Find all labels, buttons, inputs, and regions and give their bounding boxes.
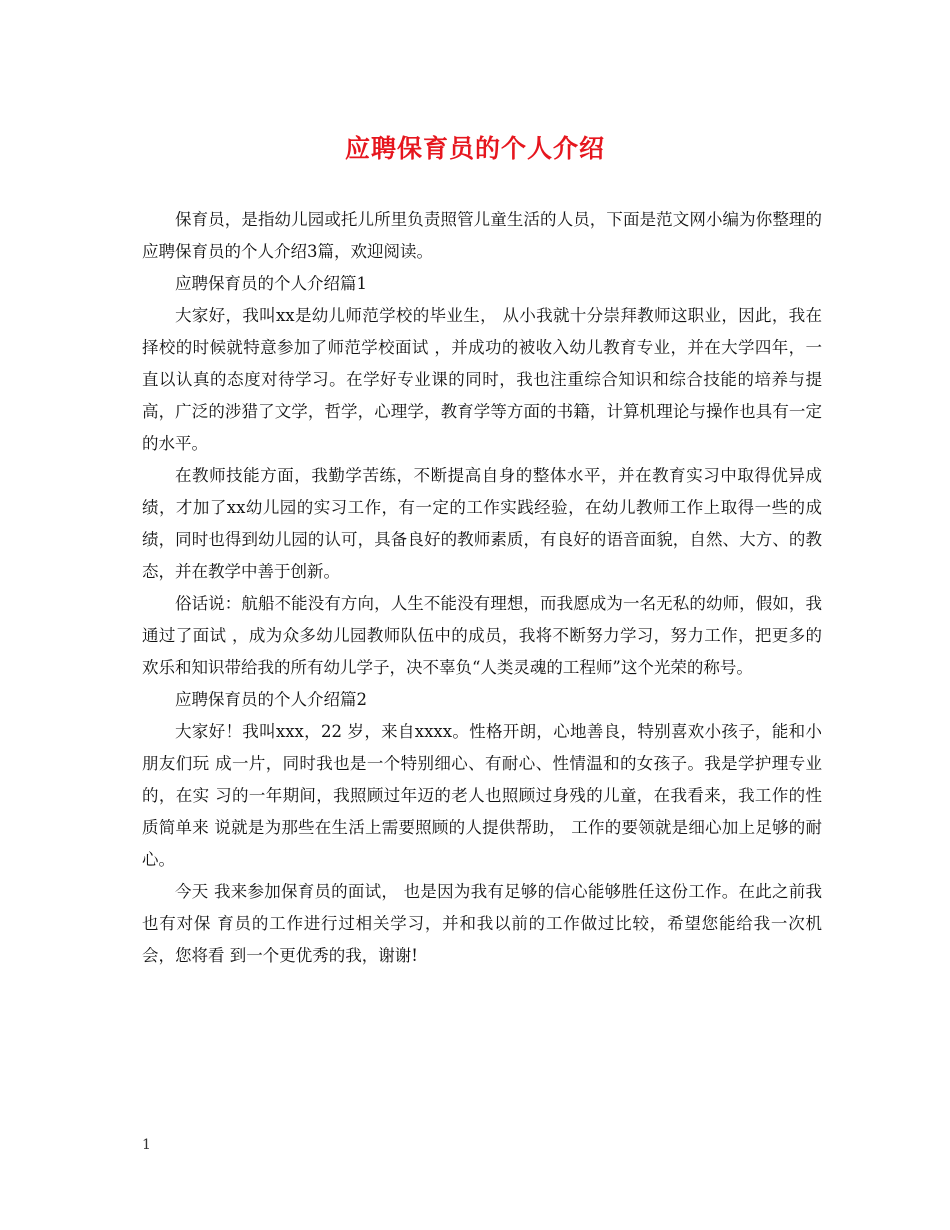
document-title: 应聘保育员的个人介绍	[344, 134, 605, 163]
paragraph-1-2: 在教师技能方面，我勤学苦练，不断提高自身的整体水平，并在教育实习中取得优异成绩，才加了xx幼儿园的实习工作，有一定的工作实践经验，在幼儿教师工作上取得一些的成绩，同时也得到幼儿园的认可，具备良好的教师素质，有良好的语音面貌，自然、大方、的教态，并在教学中善于创新。	[142, 466, 822, 581]
paragraph-1-1: 大家好，我叫xx是幼儿师范学校的毕业生， 从小我就十分崇拜教师这职业，因此，我在择校的时候就特意参加了师范学校面试 ，并成功的被收入幼儿教育专业，并在大学四年，一直以认真的态度对待学习。在学好专业课的同时，我也注重综合知识和综合技能的培养与提高，广泛的涉猎了文学，哲学，心理学，教育学等方面的书籍，计算机理论与操作也具有一定的水平。	[142, 306, 822, 453]
paragraph-2-1: 大家好！我叫xxx，22 岁，来自xxxx。性格开朗，心地善良，特别喜欢小孩子，能和小朋友们玩 成一片，同时我也是一个特别细心、有耐心、性情温和的女孩子。我是学护理专业的，在实 习的一年期间，我照顾过年迈的老人也照顾过身残的儿童，在我看来，我工作的性质简单来 说就是为那些在生活上需要照顾的人提供帮助， 工作的要领就是细心加上足够的耐心。	[142, 722, 822, 869]
page-number: 1	[142, 1137, 151, 1153]
intro-paragraph: 保育员，是指幼儿园或托儿所里负责照管儿童生活的人员，下面是范文网小编为你整理的应聘保育员的个人介绍3篇，欢迎阅读。	[142, 210, 822, 261]
paragraph-1-3: 俗话说：航船不能没有方向，人生不能没有理想，而我愿成为一名无私的幼师，假如，我通过了面试 ，成为众多幼儿园教师队伍中的成员，我将不断努力学习，努力工作，把更多的欢乐和知识带给我的所有幼儿学子，决不辜负“人类灵魂的工程师”这个光荣的称号。	[142, 594, 822, 677]
section-heading-2: 应聘保育员的个人介绍篇2	[175, 690, 367, 709]
document-body	[142, 204, 822, 972]
paragraph-2-2: 今天 我来参加保育员的面试， 也是因为我有足够的信心能够胜任这份工作。在此之前我也有对保 育员的工作进行过相关学习，并和我以前的工作做过比较，希望您能给我一次机会，您将看 到一个更优秀的我，谢谢!	[142, 882, 822, 965]
section-heading-1: 应聘保育员的个人介绍篇1	[175, 274, 367, 293]
